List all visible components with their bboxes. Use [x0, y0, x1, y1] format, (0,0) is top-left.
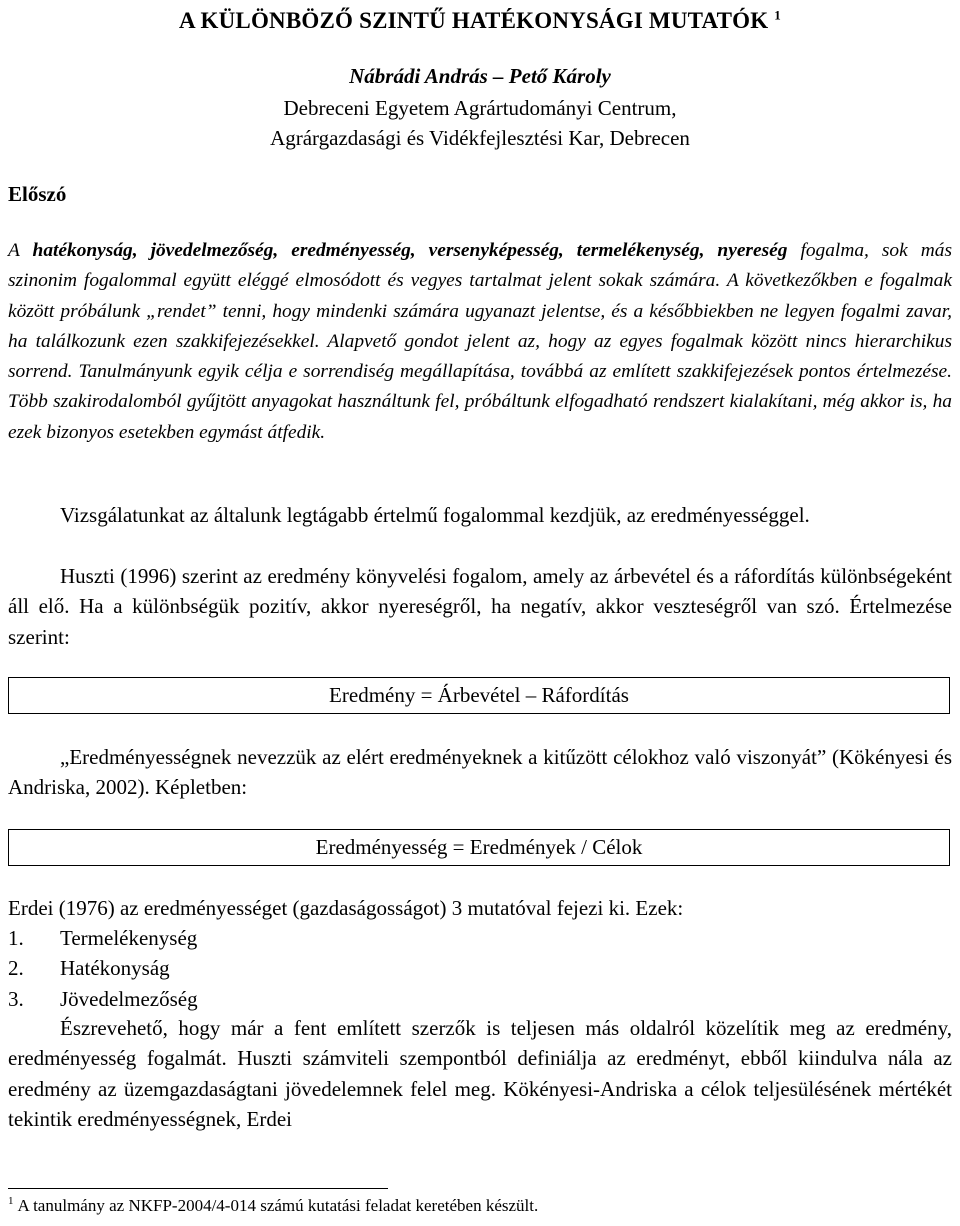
footnote — [8, 1196, 538, 1216]
intro-text: fogalma, sok más szinonim fogalommal együtt eléggé elmosódott és vegyes tartalmat jelent sokak számára. A következőkben e fogalmak között próbálunk „rendet” tenni, hogy mindenki számára ugyanazt jelentse, és a későbbiekben ne legyen fogalmi zavar, ha találkozunk ezen szakkifejezésekkel. Alapvető gondot jelent az, hogy az egyes fogalmak között nincs hierarchikus sorrend. Tanulmányunk egyik célja e sorrendiség megállapítása, továbbá az említett szakkifejezések pontos értelmezése. Több szakirodalomból gyűjtött anyagokat használtunk fel, próbáltunk elfogadható rendszert kialakítani, még akkor is, ha ezek bizonyos esetekben egymást átfedik. — [8, 240, 953, 443]
section-heading: Előszó — [8, 182, 67, 206]
list-item — [8, 953, 198, 983]
paragraph-3: „Eredményességnek nevezzük az elért eredményeknek a kitűzött célokhoz való viszonyát” (Kökényesi és Andriska, 2002). Képletben: — [8, 745, 952, 800]
indicator-list — [8, 923, 198, 1014]
list-item-number: 3. — [8, 986, 24, 1011]
footnote-mark: 1 — [8, 1195, 14, 1208]
erdei-intro: Erdei (1976) az eredményességet (gazdaságosságot) 3 mutatóval fejezi ki. Ezek: — [8, 896, 684, 920]
title-footnote-mark: 1 — [774, 7, 781, 23]
formula-box-eredmenyesseg: Eredményesség = Eredmények / Célok — [8, 829, 950, 866]
affiliation-line-2: Agrárgazdasági és Vidékfejlesztési Kar, Debrecen — [270, 126, 690, 150]
footnote-divider — [8, 1188, 388, 1189]
affiliation-line-1: Debreceni Egyetem Agrártudományi Centrum, — [283, 96, 677, 120]
paragraph-4: Észrevehető, hogy már a fent említett szerzők is teljesen más oldalról közelítik meg az eredmény, eredményesség fogalmát. Huszti számviteli szempontból definiálja az eredményt, ebből kiindulva nála az eredmény az üzemgazdaságtani jövedelemnek felel meg. Kökényesi-Andriska a célok teljesülésének mértékét tekintik eredményességnek, Erdei — [8, 1016, 952, 1131]
paragraph-1: Vizsgálatunkat az általunk legtágabb értelmű fogalommal kezdjük, az eredményességgel. — [60, 503, 810, 527]
list-item-label: Hatékonyság — [60, 956, 170, 981]
footnote-text: A tanulmány az NKFP-2004/4-014 számú kutatási feladat keretében készült. — [17, 1196, 539, 1215]
title-text: A KÜLÖNBÖZŐ SZINTŰ HATÉKONYSÁGI MUTATÓK — [179, 8, 769, 33]
list-item-label: Jövedelmezőség — [60, 986, 198, 1011]
list-item-number: 1. — [8, 926, 24, 950]
intro-lead: A — [8, 240, 33, 261]
paragraph-2: Huszti (1996) szerint az eredmény könyvelési fogalom, amely az árbevétel és a ráfordítás különbségeként áll elő. Ha a különbségük pozitív, akkor nyereségről, ha negatív, akkor veszteségről van szó. Értelmezése szerint: — [8, 564, 952, 649]
list-item-label: Termelékenység — [60, 926, 198, 950]
page-title — [0, 8, 960, 34]
formula-box-eredmeny: Eredmény = Árbevétel – Ráfordítás — [8, 677, 950, 714]
authors: Nábrádi András – Pető Károly — [349, 64, 611, 88]
list-item — [8, 923, 198, 953]
intro-bold-terms: hatékonyság, jövedelmezőség, eredményesség, versenyképesség, termelékenység, nyereség — [32, 240, 788, 261]
intro-paragraph — [8, 236, 952, 448]
list-item-number: 2. — [8, 956, 24, 981]
list-item — [8, 984, 198, 1014]
